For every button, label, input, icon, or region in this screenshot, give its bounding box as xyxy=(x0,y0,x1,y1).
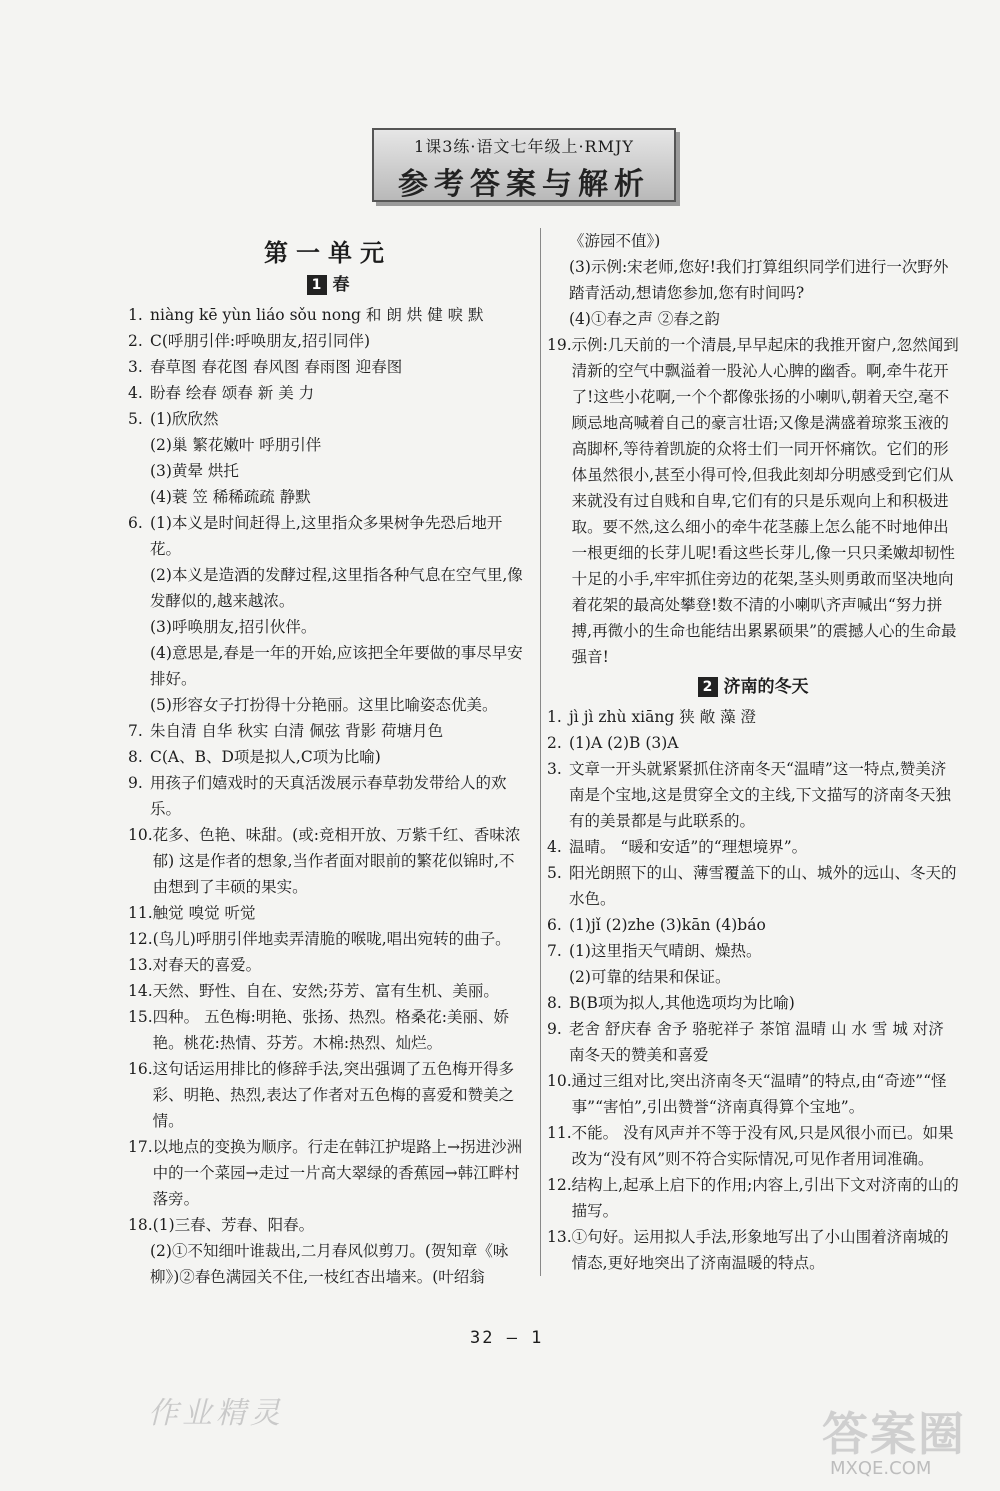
answer-text: 盼春 绘春 颂春 新 美 力 xyxy=(150,384,315,402)
answer-text: 花多、色艳、味甜。(或:竞相开放、万紫千红、香味浓郁) 这是作者的想象,当作者面对眼前的繁花似锦时,不由想到了丰硕的果实。 xyxy=(152,826,521,896)
watermark-url: MXQE.COM xyxy=(830,1458,932,1479)
answer-text: (3)呼唤朋友,招引伙伴。 xyxy=(150,618,317,636)
answer-number: 7. xyxy=(128,722,143,740)
answer-text: 对春天的喜爱。 xyxy=(152,956,262,974)
answer-number: 16. xyxy=(128,1060,153,1078)
answer-text: niàng kē yùn liáo sǒu nong 和 朗 烘 健 唳 默 xyxy=(150,306,484,324)
answer-text: 结构上,起承上启下的作用;内容上,引出下文对济南的山的描写。 xyxy=(571,1176,959,1220)
answer-number: 17. xyxy=(128,1138,153,1156)
answer-item xyxy=(547,860,959,912)
answer-text: 老舍 舒庆春 舍予 骆驼祥子 茶馆 温晴 山 水 雪 城 对济南冬天的赞美和喜爱 xyxy=(569,1020,944,1064)
answer-text: jì jì zhù xiāng 狭 敞 藻 澄 xyxy=(569,708,756,726)
answer-text: (鸟儿)呼朋引伴地卖弄清脆的喉咙,唱出宛转的曲子。 xyxy=(152,930,511,948)
answer-item xyxy=(128,432,528,458)
answer-number: 19. xyxy=(547,336,572,354)
answer-text: 阳光朗照下的山、薄雪覆盖下的山、城外的远山、冬天的水色。 xyxy=(569,864,957,908)
answer-item xyxy=(128,770,528,822)
answer-text: 文章一开头就紧紧抓住济南冬天“温晴”这一特点,赞美济南是个宝地,这是贯穿全文的主线,下文描写的济南冬天独有的美景都是与此联系的。 xyxy=(569,760,951,830)
answer-number: 11. xyxy=(547,1124,572,1142)
answer-item xyxy=(128,926,528,952)
answer-number: 18. xyxy=(128,1216,153,1234)
answer-text: 四种。 五色梅:明艳、张扬、热烈。格桑花:美丽、娇艳。桃花:热情、芬芳。木棉:热烈、灿烂。 xyxy=(152,1008,510,1052)
answer-item xyxy=(547,912,959,938)
answer-number: 5. xyxy=(547,864,562,882)
answer-item xyxy=(128,900,528,926)
right-column xyxy=(540,228,959,1276)
answer-text: 触觉 嗅觉 听觉 xyxy=(152,904,256,922)
answer-item xyxy=(128,302,528,328)
answer-item xyxy=(547,254,959,306)
answer-item xyxy=(547,704,959,730)
answer-item xyxy=(128,354,528,380)
answer-text: (3)黄晕 烘托 xyxy=(150,462,239,480)
answer-item xyxy=(547,1224,959,1276)
answer-number: 8. xyxy=(128,748,143,766)
answer-number: 5. xyxy=(128,410,143,428)
answer-number: 1. xyxy=(128,306,143,324)
answer-text: B(B项为拟人,其他选项均为比喻) xyxy=(569,994,795,1012)
answer-text: (1)A (2)B (3)A xyxy=(569,734,679,752)
answer-item xyxy=(128,744,528,770)
lesson-heading-1 xyxy=(128,272,528,298)
answer-text: (1)三春、芳春、阳春。 xyxy=(152,1216,315,1234)
answer-item xyxy=(547,964,959,990)
answer-item xyxy=(547,228,959,254)
lesson-title: 济南的冬天 xyxy=(723,677,809,697)
answer-number: 2. xyxy=(547,734,562,752)
answer-item xyxy=(547,730,959,756)
answer-text: 温晴。 “暖和安适”的“理想境界”。 xyxy=(569,838,808,856)
page-number: 32 — 1 xyxy=(470,1328,544,1348)
answer-list-right-b xyxy=(547,704,959,1276)
answer-item xyxy=(547,306,959,332)
answer-number: 4. xyxy=(547,838,562,856)
header-banner xyxy=(372,128,676,202)
answer-number: 14. xyxy=(128,982,153,1000)
answer-number: 4. xyxy=(128,384,143,402)
answer-item xyxy=(128,640,528,692)
answer-item xyxy=(547,990,959,1016)
answer-item xyxy=(128,484,528,510)
answer-number: 7. xyxy=(547,942,562,960)
answer-number: 1. xyxy=(547,708,562,726)
answer-item xyxy=(128,1134,528,1212)
answer-text: (5)形容女子打扮得十分艳丽。这里比喻姿态优美。 xyxy=(150,696,498,714)
answer-item xyxy=(128,562,528,614)
answer-item xyxy=(128,718,528,744)
answer-text: (1)本义是时间赶得上,这里指众多果树争先恐后地开花。 xyxy=(150,514,503,558)
watermark-logo: 答案圈 xyxy=(822,1407,966,1461)
answer-number: 2. xyxy=(128,332,143,350)
answer-item xyxy=(128,822,528,900)
answer-item xyxy=(547,938,959,964)
answer-text: 朱自清 自华 秋实 白清 佩弦 背影 荷塘月色 xyxy=(150,722,444,740)
answer-text: C(呼朋引伴:呼唤朋友,招引同伴) xyxy=(150,332,371,350)
answer-text: 用孩子们嬉戏时的天真活泼展示春草勃发带给人的欢乐。 xyxy=(150,774,507,818)
answer-text: 《游园不值》) xyxy=(569,232,661,250)
answer-item xyxy=(547,1172,959,1224)
answer-item xyxy=(547,332,959,670)
answer-text: (3)示例:宋老师,您好!我们打算组织同学们进行一次野外踏青活动,想请您参加,您有时间吗? xyxy=(569,258,949,302)
answer-item xyxy=(128,1212,528,1238)
answer-text: ①句好。运用拟人手法,形象地写出了小山围着济南城的情态,更好地突出了济南温暖的特点。 xyxy=(571,1228,949,1272)
answer-number: 13. xyxy=(128,956,153,974)
answer-item xyxy=(128,952,528,978)
answer-item xyxy=(128,458,528,484)
answer-number: 3. xyxy=(547,760,562,778)
answer-text: (2)巢 繁花嫩叶 呼朋引伴 xyxy=(150,436,322,454)
answer-number: 12. xyxy=(547,1176,572,1194)
answer-item xyxy=(128,328,528,354)
answer-text: 以地点的变换为顺序。行走在韩江护堤路上→拐进沙洲中的一个菜园→走过一片高大翠绿的香蕉园→韩江畔村落旁。 xyxy=(152,1138,523,1208)
answer-number: 11. xyxy=(128,904,153,922)
answer-item xyxy=(547,1068,959,1120)
answer-text: 春草图 春花图 春风图 春雨图 迎春图 xyxy=(150,358,403,376)
answer-text: 示例:几天前的一个清晨,早早起床的我推开窗户,忽然闻到清新的空气中飘溢着一股沁人心脾的幽香。啊,牵牛花开了!这些小花啊,一个个都像张扬的小喇叭,朝着天空,毫不顾忌地高喊着自己的豪言壮语;又像是满盛着琼浆玉液的高脚杯,等待着凯旋的众将士们一同开怀痛饮。它们的形体虽然很小,甚至小得可怜,但我此刻却分明感受到它们从来就没有过自贱和自卑,它们有的只是乐观向上和积极进取。要不然,这么细小的牵牛花茎藤上怎么能不时地伸出一根更细的长芽儿呢!看这些长芽儿,像一只只柔嫩却韧性十足的小手,牢牢抓住旁边的花架,茎头则勇敢而坚决地向着花架的最高处攀登!数不清的小喇叭齐声喊出“努力拼搏,再微小的生命也能结出累累硕果”的震撼人心的生命最强音! xyxy=(571,336,959,666)
answer-number: 10. xyxy=(128,826,153,844)
header-subtitle: 1课3练·语文七年级上·RMJY xyxy=(414,137,634,156)
answer-number: 3. xyxy=(128,358,143,376)
answer-number: 8. xyxy=(547,994,562,1012)
answer-number: 9. xyxy=(128,774,143,792)
answer-number: 10. xyxy=(547,1072,572,1090)
answer-text: (4)意思是,春是一年的开始,应该把全年要做的事尽早安排好。 xyxy=(150,644,523,688)
answer-text: 通过三组对比,突出济南冬天“温晴”的特点,由“奇迹”“怪事”“害怕”,引出赞誉“济南真得算个宝地”。 xyxy=(571,1072,947,1116)
answer-text: C(A、B、D项是拟人,C项为比喻) xyxy=(150,748,381,766)
answer-text: 不能。 没有风声并不等于没有风,只是风很小而已。如果改为“没有风”则不符合实际情况,可见作者用词准确。 xyxy=(571,1124,954,1168)
answer-item xyxy=(128,406,528,432)
answer-item xyxy=(128,380,528,406)
answer-item xyxy=(128,1238,528,1290)
lesson-number-badge: 2 xyxy=(698,677,718,697)
answer-text: (2)①不知细叶谁裁出,二月春风似剪刀。(贺知章《咏柳》)②春色满园关不住,一枝红杏出墙来。(叶绍翁 xyxy=(150,1242,509,1286)
answer-item xyxy=(547,756,959,834)
answer-item xyxy=(547,1120,959,1172)
answer-number: 9. xyxy=(547,1020,562,1038)
answer-text: (1)这里指天气晴朗、燥热。 xyxy=(569,942,762,960)
answer-list-left xyxy=(128,302,528,1290)
answer-number: 6. xyxy=(128,514,143,532)
answer-item xyxy=(547,1016,959,1068)
answer-item xyxy=(128,1056,528,1134)
answer-text: (2)可靠的结果和保证。 xyxy=(569,968,731,986)
answer-item xyxy=(128,978,528,1004)
answer-number: 15. xyxy=(128,1008,153,1026)
lesson-number-badge: 1 xyxy=(307,275,327,295)
unit-title: 第一单元 xyxy=(264,239,392,267)
answer-item xyxy=(128,510,528,562)
answer-list-right-a xyxy=(547,228,959,670)
answer-text: (1)jǐ (2)zhe (3)kān (4)báo xyxy=(569,916,766,934)
lesson-heading-2 xyxy=(547,674,959,700)
left-column xyxy=(128,230,528,1290)
lesson-title: 春 xyxy=(332,275,350,295)
answer-number: 6. xyxy=(547,916,562,934)
header-title: 参考答案与解析 xyxy=(398,167,650,202)
answer-item xyxy=(128,1004,528,1056)
answer-text: 天然、野性、自在、安然;芬芳、富有生机、美丽。 xyxy=(152,982,499,1000)
answer-text: (2)本义是造酒的发酵过程,这里指各种气息在空气里,像发酵似的,越来越浓。 xyxy=(150,566,523,610)
answer-text: 这句话运用排比的修辞手法,突出强调了五色梅开得多彩、明艳、热烈,表达了作者对五色梅的喜爱和赞美之情。 xyxy=(152,1060,515,1130)
answer-number: 12. xyxy=(128,930,153,948)
answer-text: (4)①春之声 ②春之韵 xyxy=(569,310,720,328)
answer-item xyxy=(128,692,528,718)
answer-item xyxy=(547,834,959,860)
answer-text: (4)蓑 笠 稀稀疏疏 静默 xyxy=(150,488,311,506)
answer-text: (1)欣欣然 xyxy=(150,410,219,428)
watermark-left: 作业精灵 xyxy=(148,1396,284,1431)
answer-item xyxy=(128,614,528,640)
answer-number: 13. xyxy=(547,1228,572,1246)
